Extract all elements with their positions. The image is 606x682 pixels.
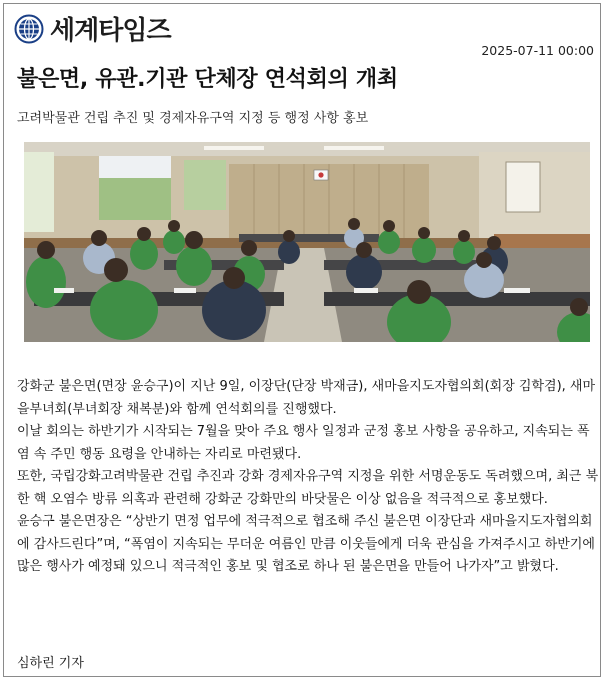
- article-frame: [3, 3, 601, 677]
- article-paragraph: 이날 회의는 하반기가 시작되는 7월을 맞아 주요 행사 일정과 군정 홍보 사항을 공유하고, 지속되는 폭염 속 주민 행동 요령을 안내하는 자리로 마련됐다.: [17, 424, 590, 462]
- meeting-room-photo: [24, 142, 590, 342]
- article-body: [17, 376, 599, 579]
- globe-emblem-icon: [14, 14, 44, 44]
- masthead-logo-text: 세계타임즈: [50, 16, 171, 46]
- reporter-byline: 심하린 기자: [17, 656, 84, 671]
- article-paragraph: 강화군 불은면(면장 윤승구)이 지난 9일, 이장단(단장 박재금), 새마을지도자협의회(회장 김학겸), 새마을부녀회(부녀회장 채복분)와 함께 연석회의를 진행했다.: [17, 379, 596, 417]
- article-headline: 불은면, 유관.기관 단체장 연석회의 개최: [17, 67, 398, 92]
- masthead[interactable]: [14, 10, 171, 47]
- article-subtitle: 고려박물관 건립 추진 및 경제자유구역 지정 등 행정 사항 홍보: [17, 111, 369, 126]
- article-paragraph: 윤승구 불은면장은 “상반기 면정 업무에 적극적으로 협조해 주신 불은면 이장단과 새마을지도자협의회에 감사드린다”며, “폭염이 지속되는 무더운 여름인 만큼 이웃들에게 더욱 관심을 가져주시고 하반기에 많은 행사가 예정돼 있으니 적극적인 홍보 및 협조로 하나 된 불은면을 만들어 나가자”고 밝혔다.: [17, 514, 595, 574]
- article-paragraph: 또한, 국립강화고려박물관 건립 추진과 강화 경제자유구역 지정을 위한 서명운동도 독려했으며, 최근 북한 핵 오염수 방류 의혹과 관련해 강화군 강화만의 바닷물은 이상 없음을 적극적으로 홍보했다.: [17, 469, 599, 507]
- publish-date: 2025-07-11 00:00: [481, 43, 594, 58]
